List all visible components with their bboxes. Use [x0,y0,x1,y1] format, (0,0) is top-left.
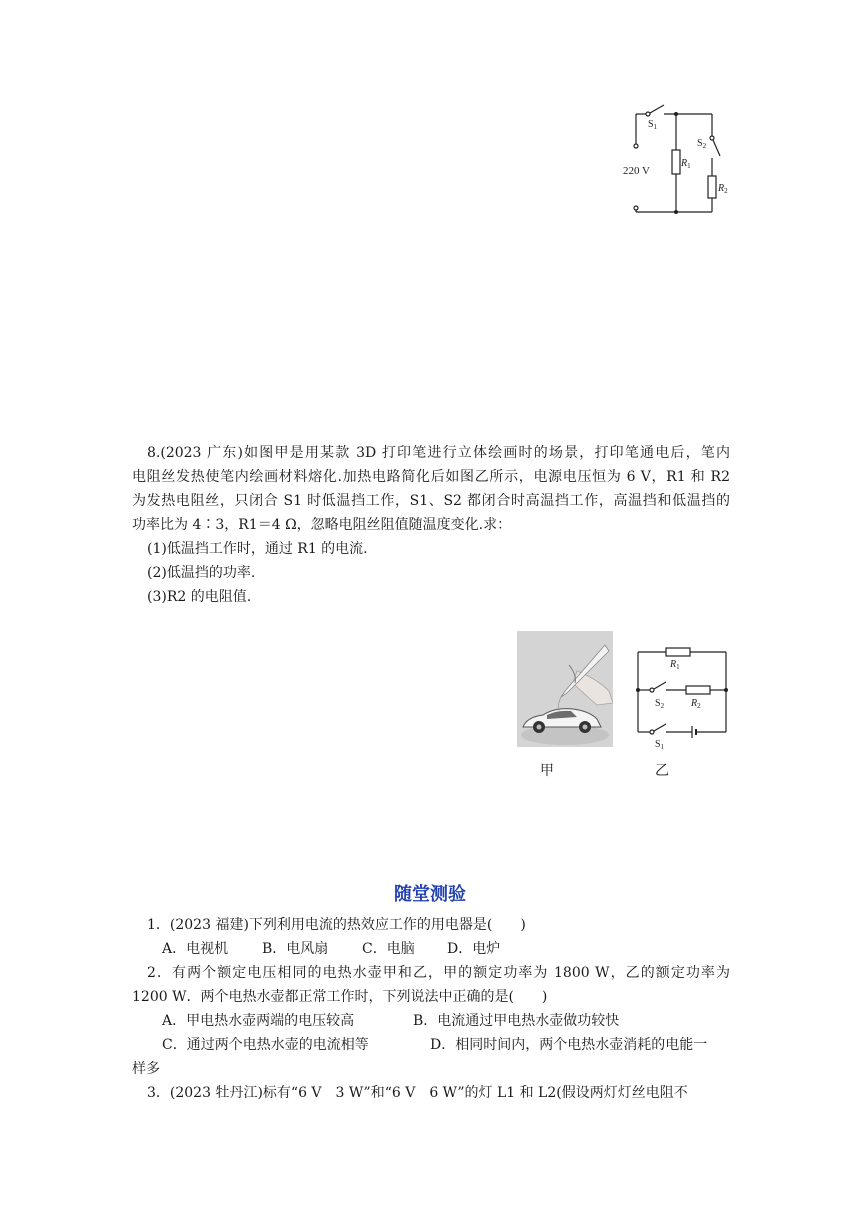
circuit-diagram-3d-pen [628,646,736,750]
quiz-q2-stem-line1: 2．有两个额定电压相同的电热水壶甲和乙，甲的额定功率为 1800 W，乙的额定功率为 [147,965,730,981]
s1-subscript: 1 [653,123,658,131]
quiz-q2-option-b: B．电流通过甲电热水壶做功较快 [413,1013,620,1029]
resistor-label-r2: $R_2$ [718,183,728,195]
photo-illustration [517,631,613,747]
quiz-q2-option-d-line2: 样多 [132,1061,160,1077]
c2-r1-subscript: 1 [676,663,680,671]
quiz-q2-stem-line2: 1200 W．两个电热水壶都正常工作时，下列说法中正确的是( ) [132,989,548,1005]
circuit-diagram-heater [612,100,742,220]
figure-caption-yi: 乙 [655,763,669,779]
r2-subscript: 2 [724,187,728,195]
problem8-line2: 电阻丝发热使笔内绘画材料熔化.加热电路简化后如图乙所示，电源电压恒为 6 V，R1 和 R2 [132,469,730,485]
quiz-q1-option-d: D．电炉 [447,941,501,957]
quiz-q3-stem-line1: 3．(2023 牡丹江)标有“6 V 3 W”和“6 V 6 W”的灯 L1 和 L2(假设两灯灯丝电阻不 [147,1085,688,1101]
section-title: 随堂测验 [394,884,466,905]
c2-r2-subscript: 2 [697,702,701,710]
photo-3d-pen-drawing [517,631,613,747]
switch-label-s1: $S_1$ [648,119,658,131]
problem8-line4: 功率比为 4∶3，R1＝4 Ω，忽略电阻丝阻值随温度变化.求： [132,517,512,533]
circuit2-label-s1: $S_1$ [655,739,665,750]
c2-s1-subscript: 1 [660,743,665,750]
problem8-line1: 8.(2023 广东)如图甲是用某款 3D 打印笔进行立体绘画时的场景，打印笔通电后，笔内 [147,445,730,461]
quiz-q1-option-b: B．电风扇 [262,941,329,957]
circuit2-label-s2: $S_2$ [655,698,665,710]
problem8-line3: 为发热电阻丝，只闭合 S1 时低温挡工作，S1、S2 都闭合时高温挡工作，高温挡和低温挡的 [132,493,730,509]
quiz-q2-option-c: C．通过两个电热水壶的电流相等 [162,1037,369,1053]
circuit2-label-r1: $R_1$ [670,659,680,671]
r1-subscript: 1 [687,162,691,170]
problem8-question2: (2)低温挡的功率. [147,565,256,581]
figure-caption-jia: 甲 [540,763,554,779]
c2-s2-subscript: 2 [660,702,665,710]
quiz-q2-option-a: A．甲电热水壶两端的电压较高 [162,1013,355,1029]
problem8-question3: (3)R2 的电阻值. [147,589,252,605]
quiz-q1-option-a: A．电视机 [162,941,229,957]
quiz-q1-stem: 1．(2023 福建)下列利用电流的热效应工作的用电器是( ) [147,917,526,933]
resistor-label-r1: $R_1$ [681,158,691,170]
voltage-label: 220 V [623,165,650,177]
quiz-q2-option-d-line1: D．相同时间内，两个电热水壶消耗的电能一 [430,1037,708,1053]
switch-label-s2: $S_2$ [697,138,707,150]
quiz-q1-option-c: C．电脑 [362,941,415,957]
s2-subscript: 2 [702,142,707,150]
circuit2-label-r2: $R_2$ [691,698,701,710]
problem8-question1: (1)低温挡工作时，通过 R1 的电流. [147,541,368,557]
